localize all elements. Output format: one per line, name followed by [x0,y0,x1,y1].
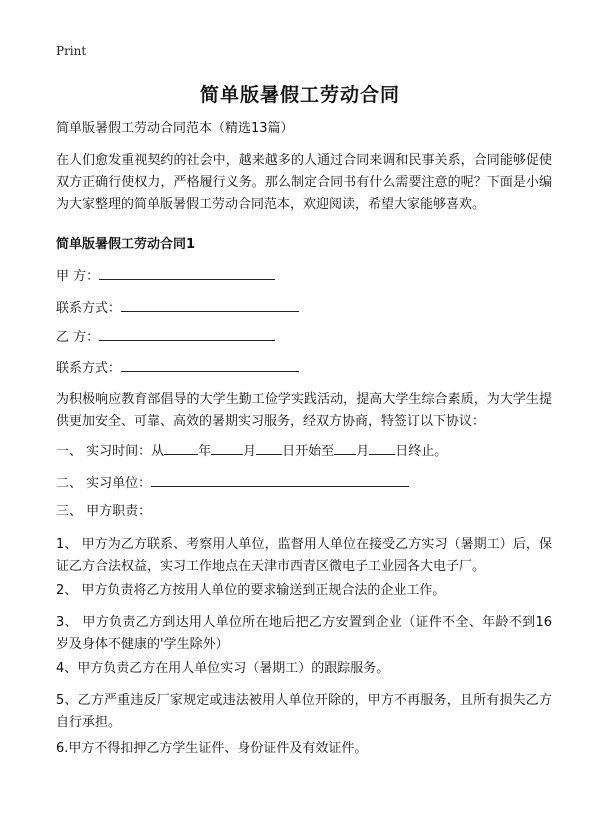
clause-3-heading: 三、 甲方职责： [56,504,152,519]
contact-b-blank[interactable] [121,357,299,372]
day-start-label: 日开始至 [282,444,335,459]
clause-2-label: 二、 实习单位： [56,476,152,491]
end-month-blank[interactable] [334,440,356,455]
duty-item-5: 5、乙方严重违反厂家规定或违法被用人单位开除的，甲方不再服务，且所有损失乙方自行承担。 [56,693,552,730]
contact-b-label: 联系方式： [56,361,122,376]
contact-a-row [56,297,552,320]
start-month-blank[interactable] [211,440,243,455]
print-label[interactable]: Print [56,44,87,58]
internship-unit-blank[interactable] [151,472,409,487]
intro-paragraph: 在人们愈发重视契约的社会中，越来越多的人通过合同来调和民事关系，合同能够促使双方正确行使权力，严格履行义务。那么制定合同书有什么需要注意的呢？下面是小编为大家整理的简单版暑假工劳动合同范本，欢迎阅读，希望大家能够喜欢。 [56,153,552,212]
section-heading: 简单版暑假工劳动合同1 [56,237,196,252]
document-title: 简单版暑假工劳动合同 [199,84,400,106]
month-label-1: 月 [243,444,257,459]
party-a-row [56,265,552,288]
day-end-label: 日终止。 [395,444,448,459]
contact-b-row [56,357,552,380]
duty-item-4: 4、甲方负责乙方在用人单位实习（暑期工）的跟踪服务。 [56,661,390,676]
party-b-label: 乙 方： [56,330,100,345]
end-day-blank[interactable] [369,440,395,455]
start-day-blank[interactable] [256,440,282,455]
contact-a-label: 联系方式： [56,301,122,316]
duty-item-3: 3、 甲方负责乙方到达用人单位所在地后把乙方安置到企业（证件不全、年龄不到16岁及身体不健康的'学生除外） [56,615,552,652]
duty-item-2: 2、 甲方负责将乙方按用人单位的要求输送到正规合法的企业工作。 [56,583,446,598]
year-label: 年 [198,444,212,459]
party-a-blank[interactable] [99,265,275,280]
party-b-row [56,326,552,349]
month-label-2: 月 [356,444,370,459]
duty-item-1: 1、 甲方为乙方联系、考察用人单位，监督用人单位在接受乙方实习（暑期工）后，保证乙方合法权益，实习工作地点在天津市西青区微电子工业园各大电子厂。 [56,537,552,574]
clause-1-prefix: 一、 实习时间：从 [56,444,165,459]
duty-item-6: 6.甲方不得扣押乙方学生证件、身份证件及有效证件。 [56,741,368,756]
contact-a-blank[interactable] [121,297,299,312]
start-year-blank[interactable] [164,440,198,455]
purpose-paragraph: 为积极响应教育部倡导的大学生勤工俭学实践活动，提高大学生综合素质，为大学生提供更加安全、可靠、高效的暑期实习服务，经双方协商，特签订以下协议： [56,392,552,429]
party-b-blank[interactable] [99,326,275,341]
party-a-label: 甲 方： [56,269,100,284]
clause-2-unit [56,472,552,495]
clause-1-time [56,440,552,463]
document-subtitle: 简单版暑假工劳动合同范本（精选13篇） [56,121,294,136]
